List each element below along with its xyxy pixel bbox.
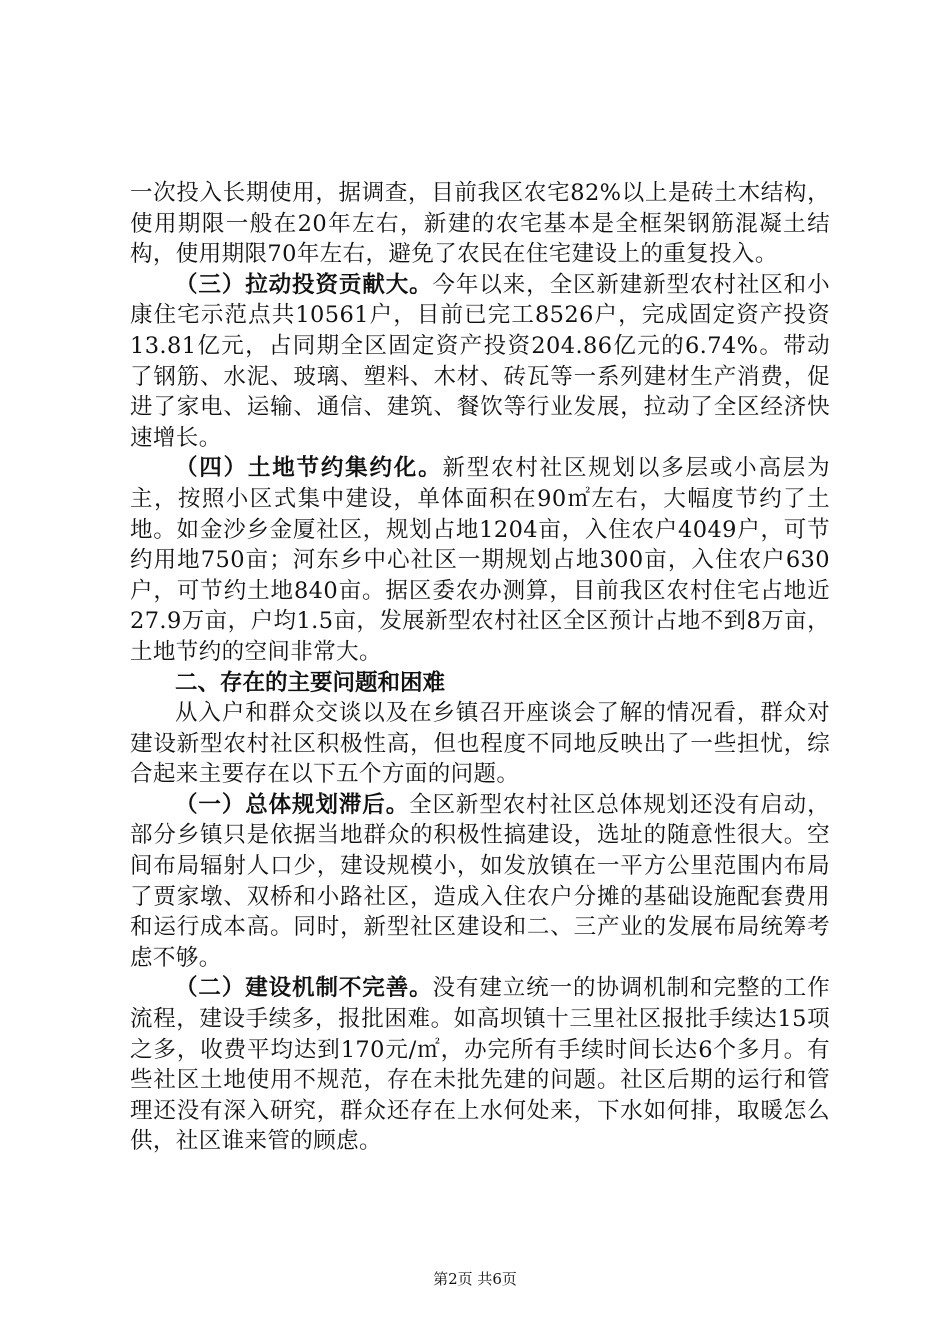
paragraph-lead: （三）拉动投资贡献大。 (175, 271, 433, 298)
paragraph-investment (130, 270, 830, 454)
paragraph-text: 一次投入长期使用，据调查，目前我区农宅82%以上是砖土木结构，使用期限一般在20年左右，新建的农宅基本是全框架钢筋混凝土结构，使用期限70年左右，避免了农民在住宅建设上的重复投入。 (130, 180, 830, 268)
paragraph-lead: （四）土地节约集约化。 (175, 455, 443, 482)
document-body (130, 178, 830, 1157)
paragraph-text: 今年以来，全区新建新型农村社区和小康住宅示范点共10561户，目前已完工8526户，完成固定资产投资13.81亿元，占同期全区固定资产投资204.86亿元的6.74%。带动了钢筋、水泥、玻璃、塑料、木材、砖瓦等一系列建材生产消费，促进了家电、运输、通信、建筑、餐饮等行业发展，拉动了全区经济快速增长。 (130, 271, 830, 451)
paragraph-land (130, 453, 830, 667)
paragraph-text: 全区新型农村社区总体规划还没有启动，部分乡镇只是依据当地群众的积极性搞建设，选址的随意性很大。空间布局辐射人口少，建设规模小，如发放镇在一平方公里范围内布局了贾家墩、双桥和小路社区，造成入住农户分摊的基础设施配套费用和运行成本高。同时，新型社区建设和二、三产业的发展布局统筹考虑不够。 (130, 791, 830, 971)
paragraph-text: 没有建立统一的协调机制和完整的工作流程，建设手续多，报批困难。如高坝镇十三里社区报批手续达15项之多，收费平均达到170元/㎡，办完所有手续时间长达6个多月。有些社区土地使用不规范，存在未批先建的问题。社区后期的运行和管理还没有深入研究，群众还存在上水何处来，下水如何排，取暖怎么供，社区谁来管的顾虑。 (130, 975, 830, 1155)
paragraph-text: 从入户和群众交谈以及在乡镇召开座谈会了解的情况看，群众对建设新型农村社区积极性高，但也程度不同地反映出了一些担忧，综合起来主要存在以下五个方面的问题。 (130, 700, 830, 788)
paragraph-text: 新型农村社区规划以多层或小高层为主，按照小区式集中建设，单体面积在90㎡左右，大幅度节约了土地。如金沙乡金厦社区，规划占地1204亩，入住农户4049户，可节约用地750亩；河东乡中心社区一期规划占地300亩，入住农户630户，可节约土地840亩。据区委农办测算，目前我区农村住宅占地近27.9万亩，户均1.5亩，发展新型农村社区全区预计占地不到8万亩，土地节约的空间非常大。 (130, 455, 831, 665)
paragraph-planning (130, 790, 830, 974)
paragraph-mechanism (130, 973, 830, 1157)
paragraph-lead: （一）总体规划滞后。 (175, 791, 410, 818)
paragraph-intro (130, 698, 830, 790)
page-footer: 第2页 共6页 (433, 1270, 517, 1288)
paragraph-continuation (130, 178, 830, 270)
paragraph-lead: （二）建设机制不完善。 (175, 975, 433, 1002)
section-heading: 二、存在的主要问题和困难 (175, 669, 446, 696)
